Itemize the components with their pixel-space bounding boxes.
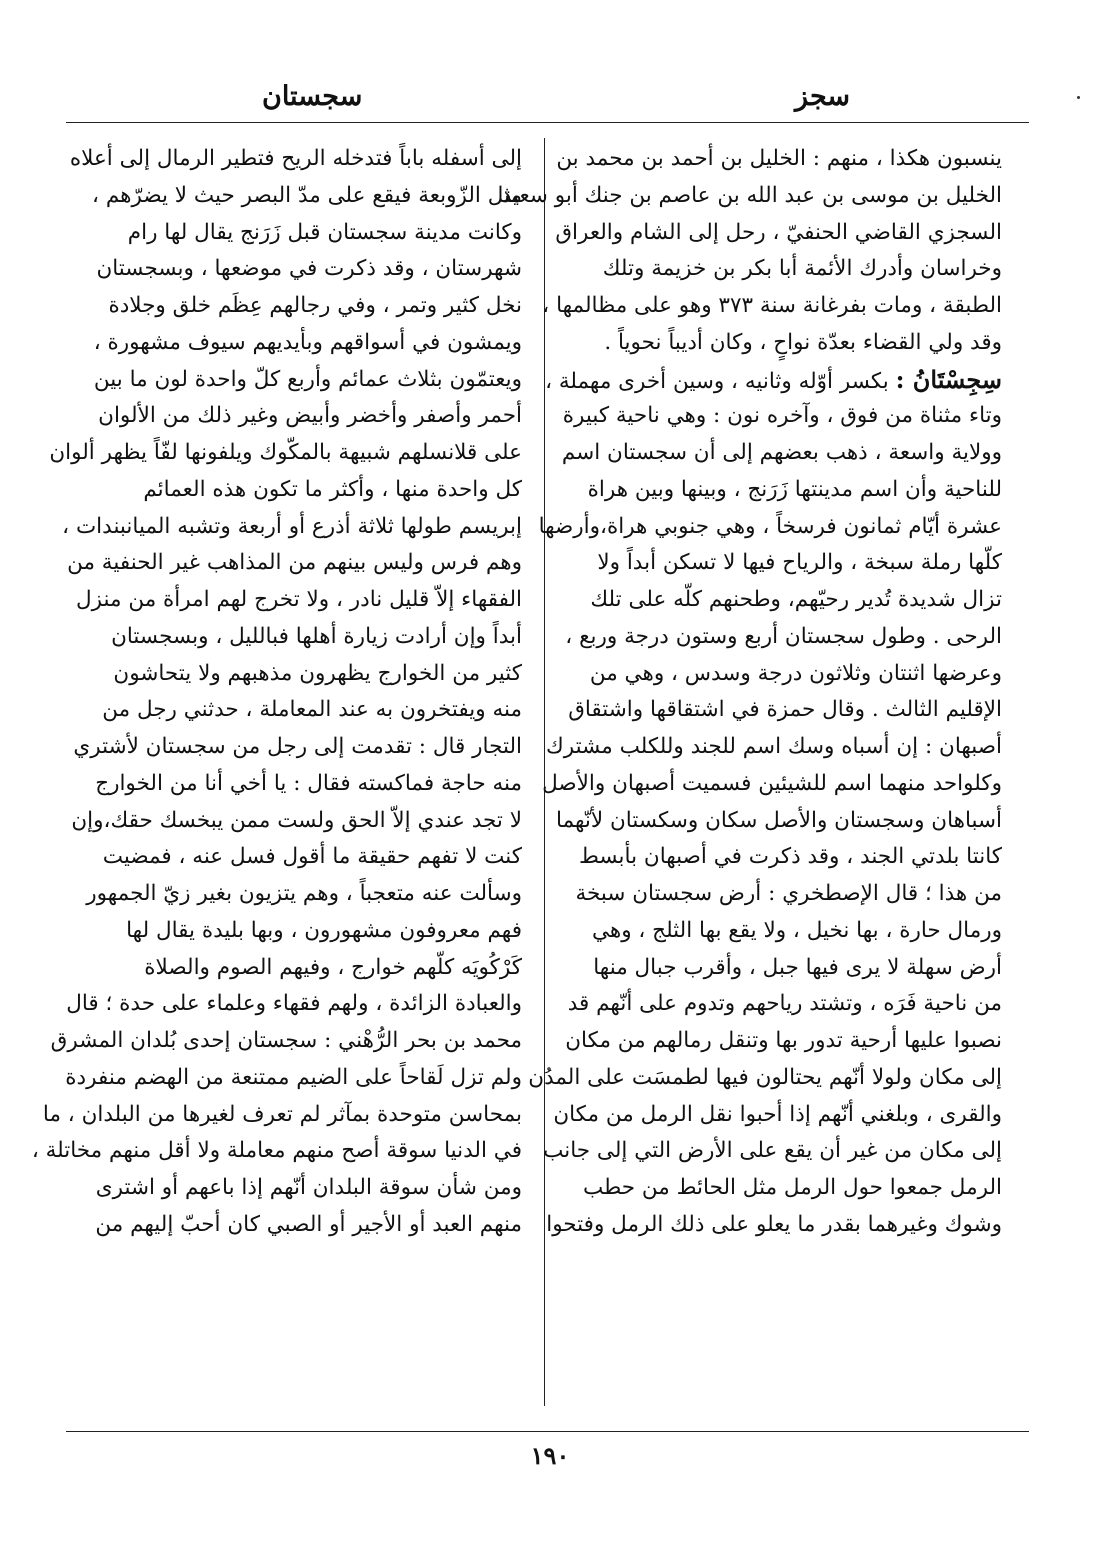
entry-headword: سِجِسْتَانُ : bbox=[895, 364, 1002, 394]
text-line: منه حاجة فماكسته فقال : يا أخي أنا من الخوارج bbox=[95, 770, 522, 796]
text-line: كلّها رملة سبخة ، والرياح فيها لا تسكن أبداً ولا bbox=[597, 550, 1002, 576]
text-line: منه ويفتخرون به عند المعاملة ، حدثني رجل من bbox=[102, 697, 522, 723]
text-line: كَرْكُويَه كلّهم خوارج ، وفيهم الصوم والصلاة bbox=[144, 954, 522, 980]
text-line: شهرستان ، وقد ذكرت في موضعها ، وبسجستان bbox=[96, 256, 522, 282]
text-line: الفقهاء إلاّ قليل نادر ، ولا تخرج لهم امرأة من منزل bbox=[76, 587, 522, 612]
text-line: التجار قال : تقدمت إلى رجل من سجستان لأشتري bbox=[73, 734, 522, 759]
text-line: وكلواحد منهما اسم للشيئين فسميت أصبهان والأصل bbox=[542, 770, 1002, 796]
text-line: الرمل جمعوا حول الرمل مثل الحائط من حطب bbox=[583, 1175, 1002, 1200]
text-line: وسألت عنه متعجباً ، وهم يتزيون بغير زيّ الجمهور bbox=[86, 881, 522, 906]
text-line: من ناحية فَرَه ، وتشتد رياحهم وتدوم على أنّهم قد bbox=[567, 991, 1002, 1017]
text-line: محمد بن بحر الرُّهْني : سجستان إحدى بُلدان المشرق bbox=[50, 1028, 522, 1053]
text-line: وولاية واسعة ، ذهب بعضهم إلى أن سجستان اسم bbox=[561, 440, 1002, 465]
text-line: وكانت مدينة سجستان قبل زَرَنج يقال لها رام bbox=[127, 219, 522, 245]
text-line: نصبوا عليها أرحية تدور بها وتنقل رمالهم من مكان bbox=[565, 1028, 1002, 1053]
text-line: السجزي القاضي الحنفيّ ، رحل إلى الشام والعراق bbox=[555, 219, 1002, 245]
text-line: وتاء مثناة من فوق ، وآخره نون : وهي ناحية كبيرة bbox=[562, 403, 1002, 429]
text-line: فهم معروفون مشهورون ، وبها بليدة يقال لها bbox=[126, 917, 522, 943]
text-line: نخل كثير وتمر ، وفي رجالهم عِظَم خلق وجلادة bbox=[108, 293, 522, 318]
text-line: على قلانسلهم شبيهة بالمكّوك ويلفونها لفّاً يظهر ألوان bbox=[49, 440, 522, 465]
text-line: للناحية وأن اسم مدينتها زَرَنج ، وبينها وبين هراة bbox=[587, 476, 1002, 502]
text-line: ومن شأن سوقة البلدان أنّهم إذا باعهم أو اشترى bbox=[95, 1175, 522, 1200]
text-line: إلى مكان ولولا أنّهم يحتالون فيها لطمسَت على المدُن bbox=[528, 1064, 1002, 1090]
text-line bbox=[545, 362, 1002, 399]
entry-text: بكسر أوّله وثانيه ، وسين أخرى مهملة ، bbox=[545, 368, 896, 394]
text-line: أسباهان وسجستان والأصل سكان وسكستان لأنّهما bbox=[556, 807, 1002, 833]
text-line: والعبادة الزائدة ، ولهم فقهاء وعلماء على حدة ؛ قال bbox=[66, 991, 522, 1017]
text-line: وخراسان وأدرك الأئمة أبا بكر بن خزيمة وتلك bbox=[602, 256, 1002, 282]
text-line: والقرى ، وبلغني أنّهم إذا أحبوا نقل الرمل من مكان bbox=[553, 1101, 1002, 1127]
text-line: أصبهان : إن أسباه وسك اسم للجند وللكلب مشترك bbox=[546, 734, 1002, 759]
text-line: مثل الزّوبعة فيقع على مدّ البصر حيث لا يضرّهم ، bbox=[92, 182, 522, 208]
bottom-rule bbox=[66, 1431, 1029, 1432]
text-line: ينسبون هكذا ، منهم : الخليل بن أحمد بن محمد بن bbox=[556, 146, 1002, 171]
text-line: وهم فرس وليس بينهم من المذاهب غير الحنفية من bbox=[67, 550, 522, 576]
text-line: الخليل بن موسى بن عبد الله بن عاصم بن جنك أبو سعيد bbox=[501, 182, 1002, 208]
text-line: إبريسم طولها ثلاثة أذرع أو أربعة وتشبه الميانبندات ، bbox=[62, 513, 522, 539]
running-head-right: سجز bbox=[795, 81, 850, 112]
text-line: أبداً وإن أرادت زيارة أهلها فبالليل ، وبسجستان bbox=[111, 623, 522, 649]
text-line: الإقليم الثالث . وقال حمزة في اشتقاقها واشتقاق bbox=[568, 697, 1002, 723]
text-line: كثير من الخوارج يظهرون مذهبهم ولا يتحاشون bbox=[113, 660, 522, 686]
page-speck bbox=[1077, 96, 1080, 99]
text-line: بمحاسن متوحدة بمآثر لم تعرف لغيرها من البلدان ، ما bbox=[42, 1101, 522, 1127]
page-number: ١٩٠ bbox=[530, 1441, 570, 1470]
text-line: من هذا ؛ قال الإصطخري : أرض سجستان سبخة bbox=[575, 881, 1002, 906]
text-line: وعرضها اثنتان وثلاثون درجة وسدس ، وهي من bbox=[589, 660, 1002, 686]
text-line: تزال شديدة تُدير رحيّهم، وطحنهم كلّه على تلك bbox=[590, 587, 1002, 612]
text-line: منهم العبد أو الأجير أو الصبي كان أحبّ إليهم من bbox=[95, 1211, 522, 1237]
text-line: إلى مكان من غير أن يقع على الأرض التي إلى جانب bbox=[543, 1138, 1002, 1164]
text-line: في الدنيا سوقة أصح منهم معاملة ولا أقل منهم مخاتلة ، bbox=[31, 1138, 522, 1164]
text-line: ورمال حارة ، بها نخيل ، ولا يقع بها الثلج ، وهي bbox=[591, 917, 1002, 943]
left-column bbox=[31, 141, 522, 1244]
text-line: كانتا بلدتي الجند ، وقد ذكرت في أصبهان بأبسط bbox=[578, 844, 1002, 870]
text-line: ولم تزل لَقاحاً على الضيم ممتنعة من الهضم منفردة bbox=[65, 1064, 522, 1090]
text-line: أرض سهلة لا يرى فيها جبل ، وأقرب جبال منها bbox=[593, 954, 1002, 980]
text-line: ويعتمّون بثلاث عمائم وأربع كلّ واحدة لون ما بين bbox=[93, 366, 522, 392]
text-line: كل واحدة منها ، وأكثر ما تكون هذه العمائم bbox=[143, 476, 522, 502]
text-line: وشوك وغيرهما بقدر ما يعلو على ذلك الرمل وفتحوا bbox=[546, 1211, 1002, 1237]
top-rule bbox=[66, 122, 1029, 123]
text-line: لا تجد عندي إلاّ الحق ولست ممن يبخسك حقك،وإن bbox=[71, 807, 522, 833]
text-line: وقد ولي القضاء بعدّة نواحٍ ، وكان أديباً نحوياً . bbox=[604, 329, 1002, 355]
text-line: الرحى . وطول سجستان أربع وستون درجة وربع ، bbox=[565, 623, 1002, 649]
text-line: إلى أسفله باباً فتدخله الريح فتطير الرمال إلى أعلاه bbox=[69, 146, 522, 171]
right-column bbox=[501, 141, 1002, 1244]
running-head-left: سجستان bbox=[262, 81, 363, 112]
text-line: عشرة أيّام ثمانون فرسخاً ، وهي جنوبي هراة،وأرضها bbox=[538, 513, 1002, 539]
text-line: كنت لا تفهم حقيقة ما أقول فسل عنه ، فمضيت bbox=[102, 844, 522, 870]
text-line: الطبقة ، ومات بفرغانة سنة ٣٧٣ وهو على مظالمها ، bbox=[542, 293, 1002, 318]
text-line: ويمشون في أسواقهم وبأيديهم سيوف مشهورة ، bbox=[93, 329, 522, 355]
text-line: أحمر وأصفر وأخضر وأبيض وغير ذلك من الألوان bbox=[98, 403, 522, 429]
